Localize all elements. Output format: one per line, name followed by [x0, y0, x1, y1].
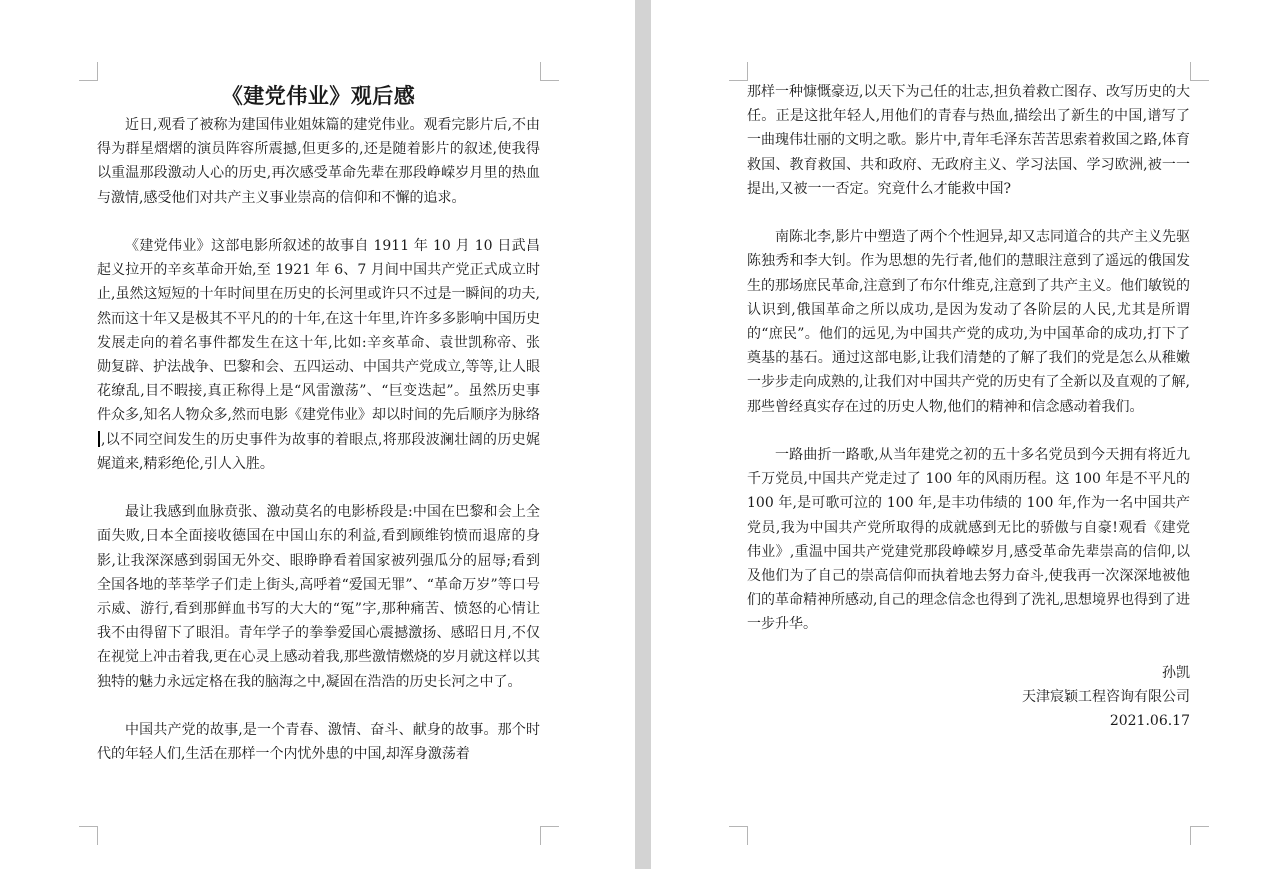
signature-block — [747, 661, 1190, 734]
page-gutter — [635, 0, 651, 869]
paragraph: 近日,观看了被称为建国伟业姐妹篇的建党伟业。观看完影片后,不由得为群星熠熠的演员阵容所震撼,但更多的,还是随着影片的叙述,使我得以重温那段激动人心的历史,再次感受革命先辈在那段峥嵘岁月里的热血与激情,感受他们对共产主义事业崇高的信仰和不懈的追求。 — [97, 117, 540, 206]
left-page-body[interactable] — [97, 80, 540, 791]
paragraph-text: ,以不同空间发生的历史事件为故事的着眼点,将那段波澜壮阔的历史娓娓道来,精彩绝伦,引人入胜。 — [97, 431, 540, 472]
crop-mark — [540, 826, 559, 845]
crop-mark — [79, 826, 98, 845]
crop-mark — [540, 62, 559, 81]
paragraph: 最让我感到血脉贲张、激动莫名的电影桥段是:中国在巴黎和会上全面失败,日本全面接收德国在中国山东的利益,看到顾维钧愤而退席的身影,让我深深感到弱国无外交、眼睁睁看着国家被列强瓜分的屈辱;看到全国各地的莘莘学子们走上街头,高呼着“爱国无罪”、“革命万岁”等口号示威、游行,看到那鲜血书写的大大的“冤”字,那种痛苦、愤怒的心情让我不由得留下了眼泪。青年学子的拳拳爱国心震撼激扬、感昭日月,不仅在视觉上冲击着我,更在心灵上感动着我,那些激情燃烧的岁月就这样以其独特的魅力永远定格在我的脑海之中,凝固在浩浩的历史长河之中了。 — [97, 504, 540, 690]
crop-mark — [1190, 826, 1209, 845]
crop-mark — [1190, 62, 1209, 81]
paragraph: 那样一种慷慨豪迈,以天下为己任的壮志,担负着救亡图存、改写历史的大任。正是这批年轻人,用他们的青春与热血,描绘出了新生的中国,谱写了一曲瑰伟壮丽的文明之歌。影片中,青年毛泽东苦苦思索着救国之路,体育救国、教育救国、共和政府、无政府主义、学习法国、学习欧洲,被一一提出,又被一一否定。究竟什么才能救中国? — [747, 84, 1190, 197]
crop-mark — [729, 826, 748, 845]
crop-mark — [729, 62, 748, 81]
document-title: 《建党伟业》观后感 — [221, 83, 416, 108]
paragraph: 南陈北李,影片中塑造了两个个性迥异,却又志同道合的共产主义先驱陈独秀和李大钊。作为思想的先行者,他们的慧眼注意到了遥远的俄国发生的那场庶民革命,注意到了布尔什维克,注意到了共产主义。他们敏锐的认识到,俄国革命之所以成功,是因为发动了各阶层的人民,尤其是所谓的“庶民”。他们的远见,为中国共产党的成功,为中国革命的成功,打下了奠基的基石。通过这部电影,让我们清楚的了解了我们的党是怎么从稚嫩一步步走向成熟的,让我们对中国共产党的历史有了全新以及直观的了解,那些曾经真实存在过的历史人物,他们的精神和信念感动着我们。 — [747, 229, 1190, 415]
signature-company: 天津宸颖工程咨询有限公司 — [1022, 689, 1190, 706]
paragraph — [97, 234, 540, 476]
text-cursor — [98, 431, 100, 447]
paragraph: 一路曲折一路歌,从当年建党之初的五十多名党员到今天拥有将近九千万党员,中国共产党走过了 100 年的风雨历程。这 100 年是不平凡的 100 年,是可歌可泣的 100 年,是丰功伟绩的 100 年,作为一名中国共产党员,我为中国共产党所取得的成就感到无比的骄傲与自豪!观看《建党伟业》,重温中国共产党建党那段峥嵘岁月,感受革命先辈崇高的信仰,以及他们为了自己的崇高信仰而执着地去努力奋斗,使我再一次深深地被他们的革命精神所感动,自己的理念信念也得到了洗礼,思想境界也得到了进一步升华。 — [747, 447, 1190, 633]
signature-date: 2021.06.17 — [1109, 713, 1190, 730]
crop-mark — [79, 62, 98, 81]
paragraph-text: 《建党伟业》这部电影所叙述的故事自 1911 年 10 月 10 日武昌起义拉开的辛亥革命开始,至 1921 年 6、7 月间中国共产党正式成立时止,虽然这短短的十年时间里在历史的长河里或许只不过是一瞬间的功夫,然而这十年又是极其不平凡的的十年,在这十年里,许许多多影响中国历史发展走向的着名事件都发生在这十年,比如:辛亥革命、袁世凯称帝、张勋复辟、护法战争、巴黎和会、五四运动、中国共产党成立,等等,让人眼花缭乱,目不暇接,真正称得上是“风雷激荡”、“巨变迭起”。虽然历史事件众多,知名人物众多,然而电影《建党伟业》却以时间的先后顺序为脉络 — [97, 238, 540, 424]
signature-name: 孙凯 — [1162, 664, 1190, 681]
right-page-body[interactable] — [747, 80, 1190, 733]
paragraph: 中国共产党的故事,是一个青春、激情、奋斗、献身的故事。那个时代的年轻人们,生活在那样一个内忧外患的中国,却浑身激荡着 — [97, 722, 540, 763]
